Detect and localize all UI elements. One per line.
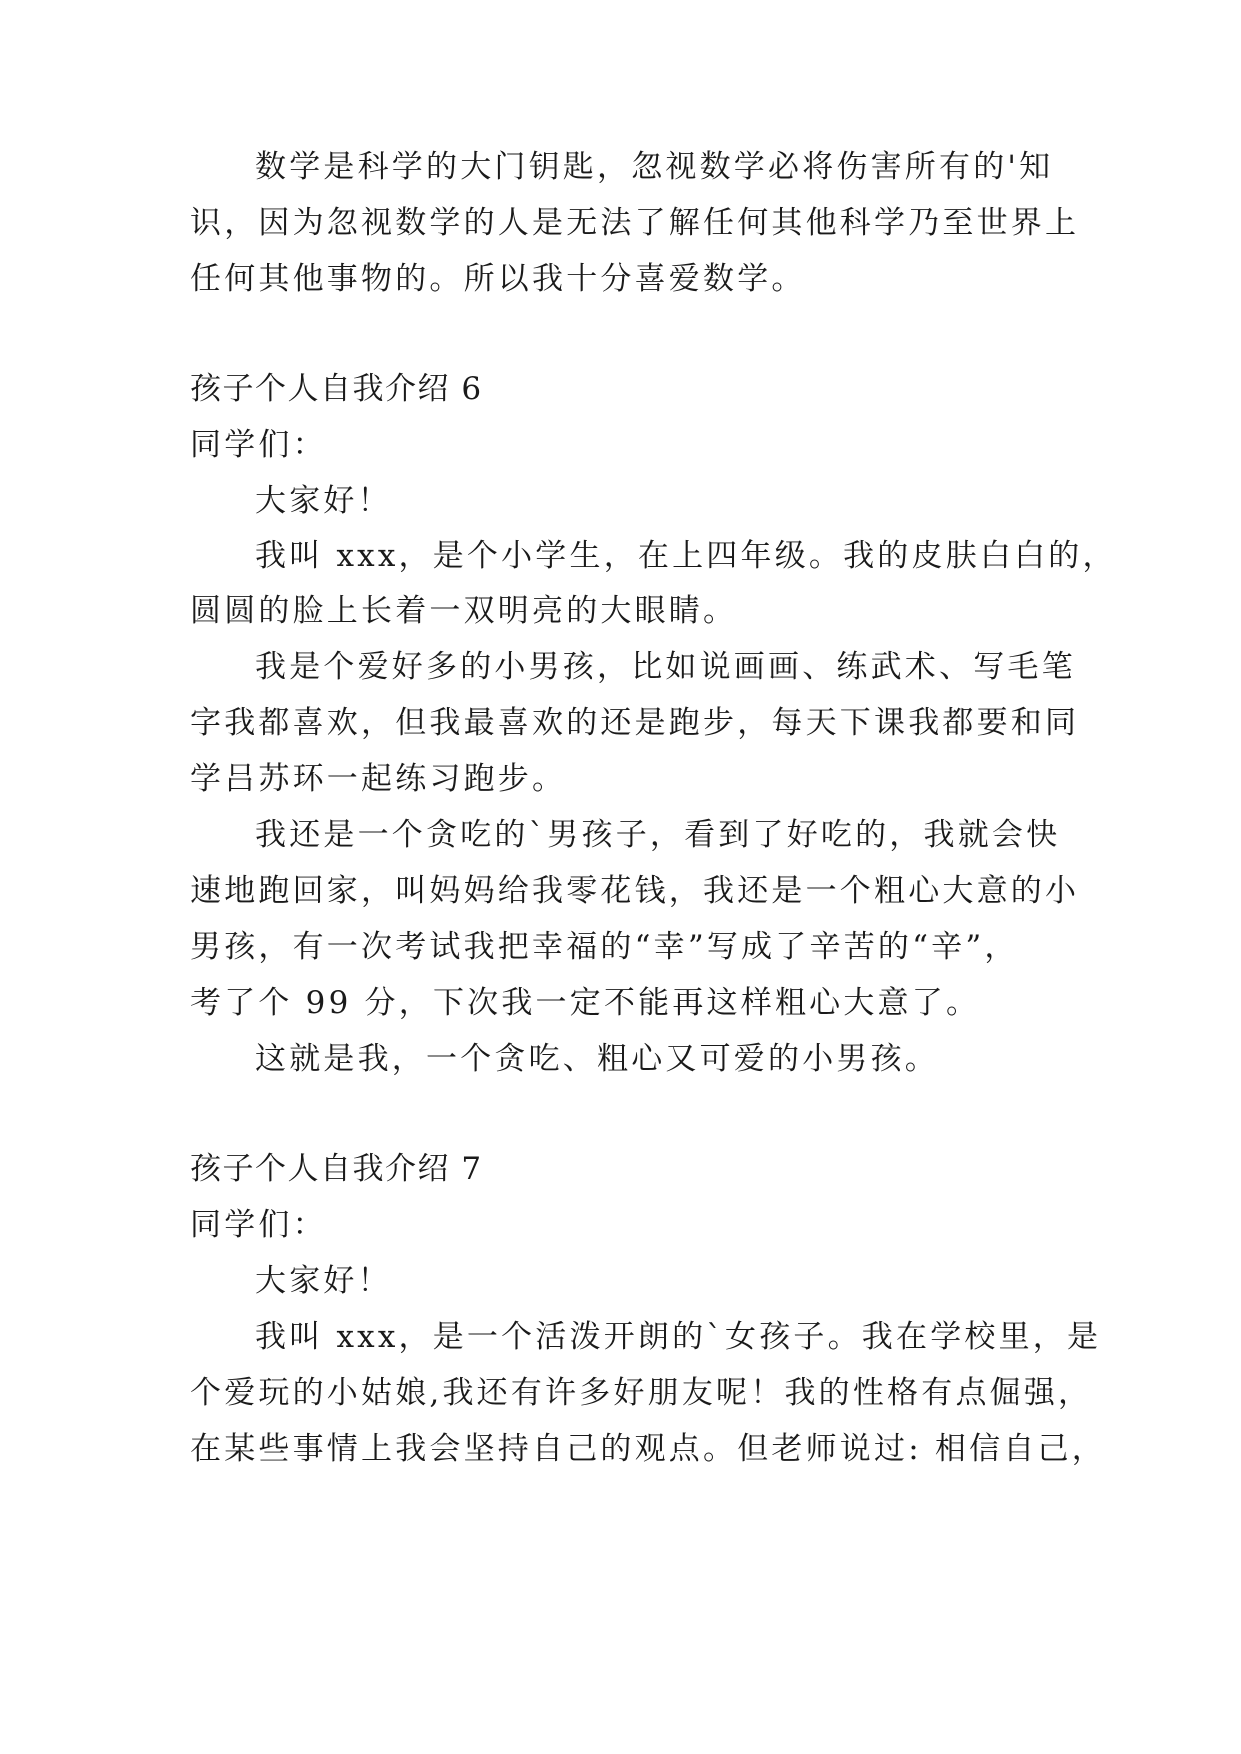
paragraph-line: 这就是我，一个贪吃、粗心又可爱的小男孩。	[255, 1041, 939, 1077]
paragraph-line: 我叫 xxx，是个小学生，在上四年级。我的皮肤白白的，	[255, 538, 1117, 574]
paragraph-line: 数学是科学的大门钥匙，忽视数学必将伤害所有的'知	[255, 149, 1054, 185]
greeting: 大家好！	[255, 483, 392, 519]
paragraph-line: 任何其他事物的。所以我十分喜爱数学。	[190, 261, 806, 297]
section-heading: 孩子个人自我介绍 7	[190, 1151, 483, 1187]
paragraph-line: 我叫 xxx，是一个活泼开朗的`女孩子。我在学校里，是	[255, 1319, 1102, 1355]
section-heading: 孩子个人自我介绍 6	[190, 371, 483, 407]
paragraph-line: 我是个爱好多的小男孩，比如说画画、练武术、写毛笔	[255, 649, 1076, 685]
paragraph-line: 男孩，有一次考试我把幸福的“幸”写成了辛苦的“辛”，	[190, 929, 1019, 965]
paragraph-line: 学吕苏环一起练习跑步。	[190, 761, 567, 797]
salutation: 同学们：	[190, 1207, 327, 1243]
paragraph-line: 考了个 99 分，下次我一定不能再这样粗心大意了。	[190, 985, 981, 1021]
salutation: 同学们：	[190, 427, 327, 463]
paragraph-line: 个爱玩的小姑娘,我还有许多好朋友呢！我的性格有点倔强，	[190, 1375, 1093, 1411]
paragraph-line: 识，因为忽视数学的人是无法了解任何其他科学乃至世界上	[190, 205, 1080, 241]
greeting: 大家好！	[255, 1263, 392, 1299]
paragraph-line: 我还是一个贪吃的`男孩子，看到了好吃的，我就会快	[255, 817, 1061, 853]
paragraph-line: 圆圆的脸上长着一双明亮的大眼睛。	[190, 593, 738, 629]
paragraph-line: 在某些事情上我会坚持自己的观点。但老师说过: 相信自己，	[190, 1431, 1106, 1467]
paragraph-line: 字我都喜欢，但我最喜欢的还是跑步，每天下课我都要和同	[190, 705, 1080, 741]
paragraph-line: 速地跑回家，叫妈妈给我零花钱，我还是一个粗心大意的小	[190, 873, 1080, 909]
